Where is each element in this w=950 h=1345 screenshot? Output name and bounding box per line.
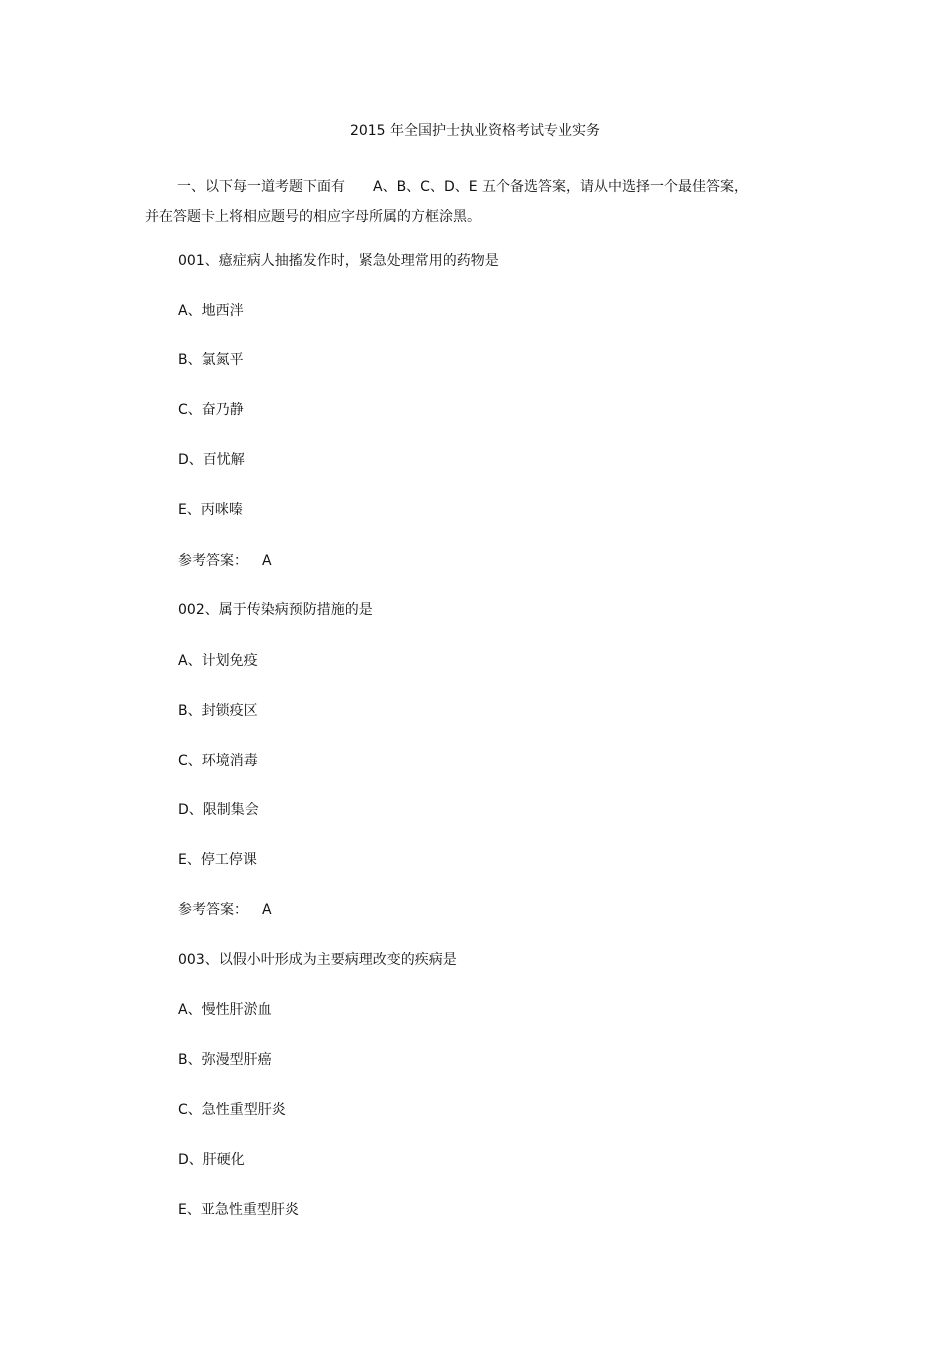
answer-label: 参考答案： [178,553,248,569]
question-001-option-a: A、地西泮 [178,303,244,319]
question-003-option-b: B、弥漫型肝癌 [178,1052,272,1068]
instructions-paragraph [145,172,785,232]
question-003-option-c: C、急性重型肝炎 [178,1102,286,1118]
question-003-option-e: E、亚急性重型肝炎 [178,1202,299,1218]
question-002-option-e: E、停工停课 [178,852,257,868]
answer-value: A [262,553,272,569]
question-001-stem: 001、癔症病人抽搐发作时，紧急处理常用的药物是 [178,253,499,269]
question-003-option-d: D、肝硬化 [178,1152,245,1168]
document-title: 2015 年全国护士执业资格考试专业实务 [349,123,601,139]
question-002-answer [178,901,272,919]
question-003-stem: 003、以假小叶形成为主要病理改变的疾病是 [178,952,457,968]
question-001-option-b: B、氯氮平 [178,352,244,368]
instructions-line-1: 一、以下每一道考题下面有 A、B、C、D、E 五个备选答案，请从中选择一个最佳答案， [177,179,749,195]
question-002-option-a: A、计划免疫 [178,653,258,669]
question-002-option-d: D、限制集会 [178,802,259,818]
answer-label: 参考答案： [178,902,248,918]
instructions-line-2: 并在答题卡上将相应题号的相应字母所属的方框涂黑。 [145,209,481,225]
question-001-option-e: E、丙咪嗪 [178,502,243,518]
question-001-answer [178,552,272,570]
question-001-option-d: D、百忧解 [178,452,245,468]
question-003-option-a: A、慢性肝淤血 [178,1002,272,1018]
question-001-option-c: C、奋乃静 [178,402,244,418]
question-002-option-c: C、环境消毒 [178,753,258,769]
question-002-option-b: B、封锁疫区 [178,703,258,719]
question-002-stem: 002、属于传染病预防措施的是 [178,602,373,618]
answer-value: A [262,902,272,918]
